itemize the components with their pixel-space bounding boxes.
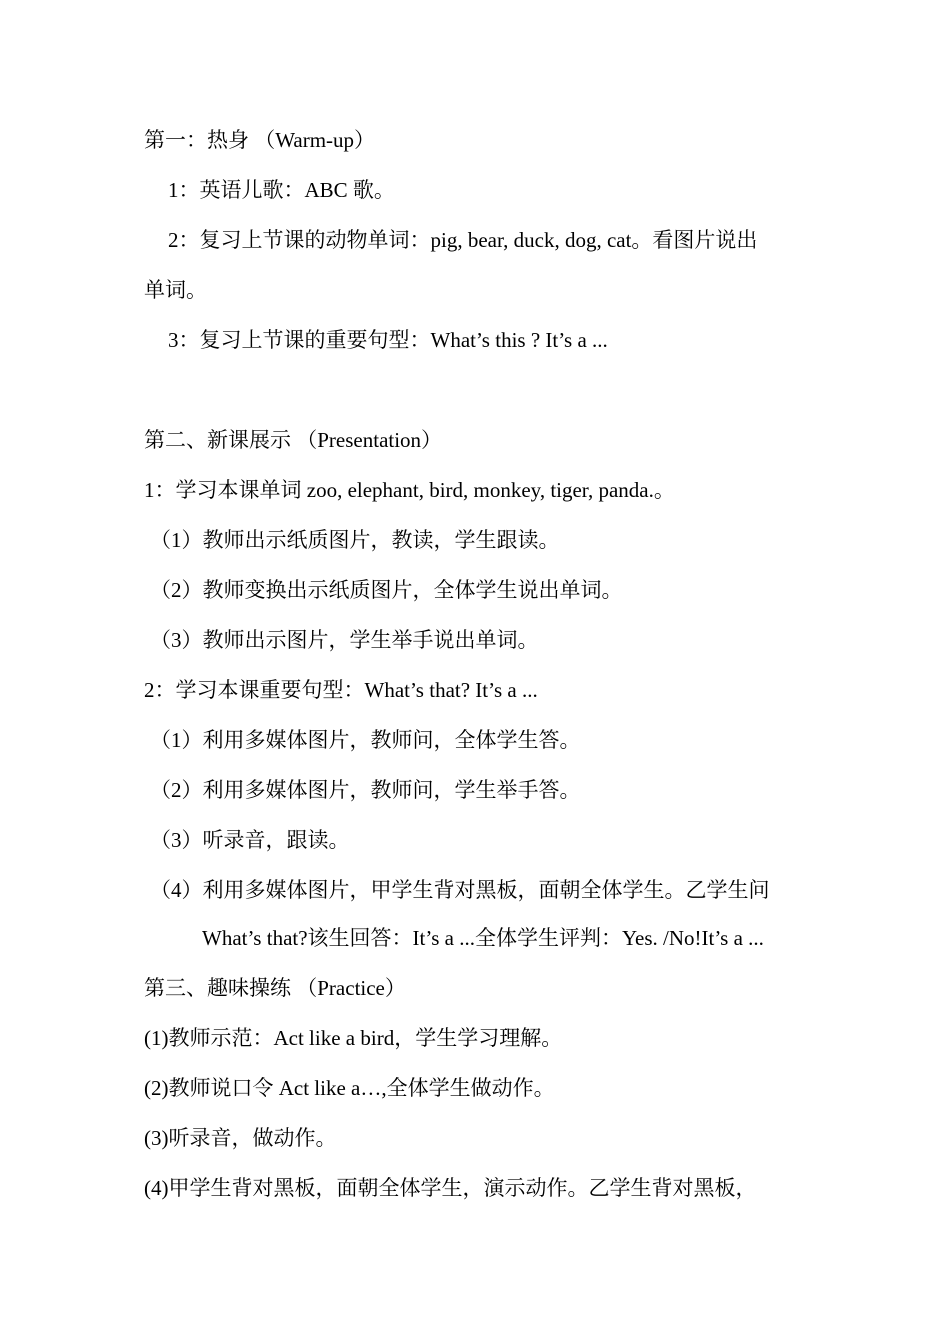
presentation-item-2: 2：学习本课重要句型：What’s that? It’s a ... [144,678,538,702]
practice-item: (1)教师示范：Act like a bird，学生学习理解。 [144,1026,563,1050]
presentation-subitem: （4）利用多媒体图片，甲学生背对黑板，面朝全体学生。乙学生问 [150,878,770,902]
practice-item: (4)甲学生背对黑板，面朝全体学生，演示动作。乙学生背对黑板， [144,1176,757,1200]
presentation-item-1: 1：学习本课单词 zoo, elephant, bird, monkey, tiger, panda.。 [144,478,675,502]
warmup-item-2: 2：复习上节课的动物单词：pig, bear, duck, dog, cat。看图片说出 [168,228,758,252]
presentation-subitem-continued: What’s that?该生回答：It’s a ...全体学生评判：Yes. /No!It’s a ... [202,926,764,950]
warmup-item-2-continued: 单词。 [144,278,207,302]
presentation-subitem: （3）听录音，跟读。 [150,828,350,852]
presentation-subitem: （3）教师出示图片，学生举手说出单词。 [150,628,539,652]
warmup-item-3: 3：复习上节课的重要句型：What’s this ? It’s a ... [168,328,608,352]
presentation-subitem: （1）教师出示纸质图片，教读，学生跟读。 [150,528,560,552]
presentation-subitem: （2）教师变换出示纸质图片，全体学生说出单词。 [150,578,623,602]
presentation-subitem: （2）利用多媒体图片，教师问，学生举手答。 [150,778,581,802]
section-heading-warmup: 第一：热身 （Warm-up） [144,128,376,152]
section-heading-presentation: 第二、新课展示 （Presentation） [144,428,443,452]
practice-item: (3)听录音，做动作。 [144,1126,337,1150]
section-heading-practice: 第三、趣味操练 （Practice） [144,976,406,1000]
warmup-item-1: 1：英语儿歌：ABC 歌。 [168,178,395,202]
presentation-subitem: （1）利用多媒体图片，教师问，全体学生答。 [150,728,581,752]
practice-item: (2)教师说口令 Act like a…,全体学生做动作。 [144,1076,555,1100]
